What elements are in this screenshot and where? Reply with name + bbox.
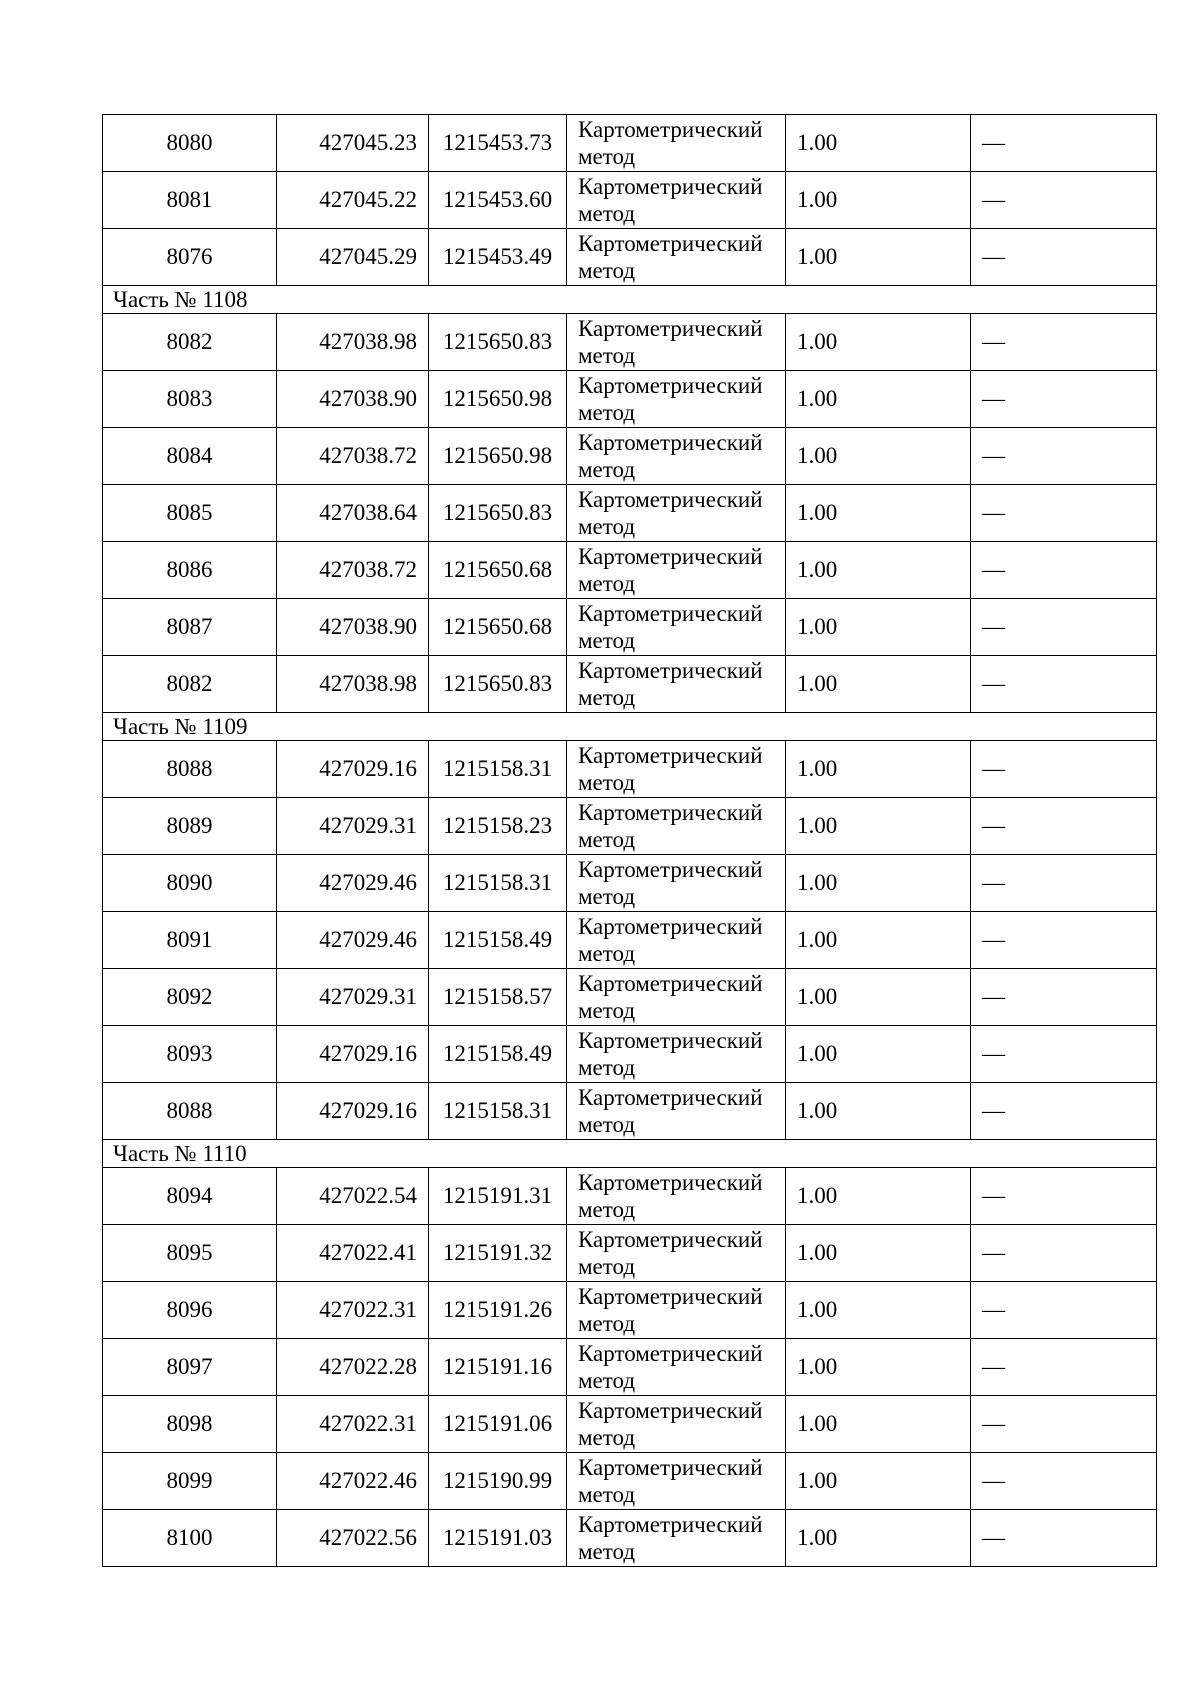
point-number-cell: 8084 — [103, 428, 277, 485]
method-text-line: Картометрический — [578, 174, 763, 199]
point-number-cell: 8096 — [103, 1282, 277, 1339]
method-text-line: метод — [578, 343, 636, 368]
precision-cell: 1.00 — [786, 1396, 971, 1453]
part-header-row — [103, 1140, 1157, 1168]
method-text-line: метод — [578, 1197, 636, 1222]
table-row — [103, 656, 1157, 713]
table-body — [103, 115, 1157, 1567]
dash-mark: — — [982, 329, 1005, 354]
x-coordinate-cell: 427022.46 — [277, 1453, 429, 1510]
y-coordinate-cell: 1215190.99 — [429, 1453, 567, 1510]
x-coordinate-cell: 427038.98 — [277, 314, 429, 371]
x-coordinate-cell: 427045.29 — [277, 229, 429, 286]
table-row — [103, 798, 1157, 855]
y-coordinate-cell: 1215650.83 — [429, 485, 567, 542]
method-text-line: метод — [578, 1482, 636, 1507]
method-cell — [567, 798, 786, 855]
x-coordinate-cell: 427045.23 — [277, 115, 429, 172]
dash-mark: — — [982, 130, 1005, 155]
dash-mark: — — [982, 1468, 1005, 1493]
method-cell — [567, 1225, 786, 1282]
method-text-line: метод — [578, 884, 636, 909]
method-cell — [567, 1026, 786, 1083]
dash-mark: — — [982, 984, 1005, 1009]
method-text-line: Картометрический — [578, 373, 763, 398]
precision-cell: 1.00 — [786, 428, 971, 485]
y-coordinate-cell: 1215158.49 — [429, 1026, 567, 1083]
dash-mark: — — [982, 244, 1005, 269]
precision-cell: 1.00 — [786, 1026, 971, 1083]
method-text-line: Картометрический — [578, 601, 763, 626]
method-text-line: метод — [578, 628, 636, 653]
description-cell — [971, 1510, 1157, 1567]
point-number-cell: 8098 — [103, 1396, 277, 1453]
description-cell — [971, 1026, 1157, 1083]
description-cell — [971, 855, 1157, 912]
dash-mark: — — [982, 1098, 1005, 1123]
dash-mark: — — [982, 1297, 1005, 1322]
dash-mark: — — [982, 671, 1005, 696]
x-coordinate-cell: 427022.54 — [277, 1168, 429, 1225]
description-cell — [971, 1396, 1157, 1453]
precision-cell: 1.00 — [786, 1339, 971, 1396]
table-row — [103, 912, 1157, 969]
method-cell — [567, 855, 786, 912]
dash-mark: — — [982, 1354, 1005, 1379]
x-coordinate-cell: 427029.31 — [277, 969, 429, 1026]
dash-mark: — — [982, 386, 1005, 411]
method-text-line: метод — [578, 827, 636, 852]
method-cell — [567, 172, 786, 229]
method-text-line: метод — [578, 258, 636, 283]
table-row — [103, 969, 1157, 1026]
table-row — [103, 485, 1157, 542]
x-coordinate-cell: 427038.72 — [277, 542, 429, 599]
method-cell — [567, 485, 786, 542]
description-cell — [971, 1083, 1157, 1140]
point-number-cell: 8099 — [103, 1453, 277, 1510]
x-coordinate-cell: 427029.16 — [277, 1083, 429, 1140]
precision-cell: 1.00 — [786, 855, 971, 912]
y-coordinate-cell: 1215158.31 — [429, 1083, 567, 1140]
method-cell — [567, 542, 786, 599]
method-cell — [567, 656, 786, 713]
x-coordinate-cell: 427022.41 — [277, 1225, 429, 1282]
method-text-line: метод — [578, 1539, 636, 1564]
y-coordinate-cell: 1215650.68 — [429, 599, 567, 656]
point-number-cell: 8088 — [103, 741, 277, 798]
method-text-line: метод — [578, 685, 636, 710]
point-number-cell: 8093 — [103, 1026, 277, 1083]
description-cell — [971, 969, 1157, 1026]
table-row — [103, 428, 1157, 485]
precision-cell: 1.00 — [786, 912, 971, 969]
point-number-cell: 8100 — [103, 1510, 277, 1567]
precision-cell: 1.00 — [786, 599, 971, 656]
part-header-row — [103, 713, 1157, 741]
description-cell — [971, 1339, 1157, 1396]
precision-cell: 1.00 — [786, 969, 971, 1026]
method-text-line: метод — [578, 1368, 636, 1393]
x-coordinate-cell: 427022.31 — [277, 1282, 429, 1339]
description-cell — [971, 229, 1157, 286]
x-coordinate-cell: 427029.46 — [277, 912, 429, 969]
y-coordinate-cell: 1215650.83 — [429, 314, 567, 371]
method-text-line: метод — [578, 201, 636, 226]
point-number-cell: 8087 — [103, 599, 277, 656]
x-coordinate-cell: 427038.72 — [277, 428, 429, 485]
point-number-cell: 8080 — [103, 115, 277, 172]
dash-mark: — — [982, 557, 1005, 582]
method-text-line: метод — [578, 1112, 636, 1137]
point-number-cell: 8089 — [103, 798, 277, 855]
table-row — [103, 1026, 1157, 1083]
method-cell — [567, 1453, 786, 1510]
method-cell — [567, 314, 786, 371]
precision-cell: 1.00 — [786, 172, 971, 229]
y-coordinate-cell: 1215191.16 — [429, 1339, 567, 1396]
method-text-line: Картометрический — [578, 1227, 763, 1252]
method-cell — [567, 912, 786, 969]
x-coordinate-cell: 427038.64 — [277, 485, 429, 542]
table-row — [103, 1339, 1157, 1396]
method-text-line: метод — [578, 400, 636, 425]
point-number-cell: 8083 — [103, 371, 277, 428]
method-text-line: метод — [578, 941, 636, 966]
x-coordinate-cell: 427038.90 — [277, 371, 429, 428]
method-cell — [567, 969, 786, 1026]
dash-mark: — — [982, 187, 1005, 212]
method-text-line: Картометрический — [578, 800, 763, 825]
y-coordinate-cell: 1215650.98 — [429, 371, 567, 428]
y-coordinate-cell: 1215158.49 — [429, 912, 567, 969]
method-text-line: Картометрический — [578, 1341, 763, 1366]
description-cell — [971, 542, 1157, 599]
method-text-line: Картометрический — [578, 1170, 763, 1195]
method-text-line: метод — [578, 457, 636, 482]
y-coordinate-cell: 1215650.83 — [429, 656, 567, 713]
method-cell — [567, 741, 786, 798]
method-text-line: метод — [578, 144, 636, 169]
description-cell — [971, 1225, 1157, 1282]
method-text-line: Картометрический — [578, 1284, 763, 1309]
point-number-cell: 8091 — [103, 912, 277, 969]
method-text-line: метод — [578, 1055, 636, 1080]
y-coordinate-cell: 1215191.32 — [429, 1225, 567, 1282]
dash-mark: — — [982, 443, 1005, 468]
method-text-line: Картометрический — [578, 430, 763, 455]
table-row — [103, 855, 1157, 912]
point-number-cell: 8081 — [103, 172, 277, 229]
method-cell — [567, 1339, 786, 1396]
precision-cell: 1.00 — [786, 1510, 971, 1567]
method-text-line: метод — [578, 1425, 636, 1450]
precision-cell: 1.00 — [786, 1225, 971, 1282]
method-text-line: Картометрический — [578, 857, 763, 882]
point-number-cell: 8095 — [103, 1225, 277, 1282]
method-cell — [567, 1168, 786, 1225]
y-coordinate-cell: 1215191.31 — [429, 1168, 567, 1225]
x-coordinate-cell: 427038.90 — [277, 599, 429, 656]
point-number-cell: 8085 — [103, 485, 277, 542]
point-number-cell: 8094 — [103, 1168, 277, 1225]
table-row — [103, 229, 1157, 286]
point-number-cell: 8088 — [103, 1083, 277, 1140]
method-text-line: Картометрический — [578, 743, 763, 768]
x-coordinate-cell: 427029.16 — [277, 741, 429, 798]
dash-mark: — — [982, 1183, 1005, 1208]
method-cell — [567, 115, 786, 172]
precision-cell: 1.00 — [786, 371, 971, 428]
y-coordinate-cell: 1215453.49 — [429, 229, 567, 286]
x-coordinate-cell: 427029.31 — [277, 798, 429, 855]
table-row — [103, 599, 1157, 656]
method-text-line: Картометрический — [578, 231, 763, 256]
table-row — [103, 1510, 1157, 1567]
description-cell — [971, 656, 1157, 713]
method-cell — [567, 1083, 786, 1140]
x-coordinate-cell: 427022.28 — [277, 1339, 429, 1396]
precision-cell: 1.00 — [786, 1168, 971, 1225]
point-number-cell: 8082 — [103, 656, 277, 713]
description-cell — [971, 428, 1157, 485]
dash-mark: — — [982, 500, 1005, 525]
point-number-cell: 8076 — [103, 229, 277, 286]
table-row — [103, 741, 1157, 798]
description-cell — [971, 741, 1157, 798]
description-cell — [971, 798, 1157, 855]
part-header-row — [103, 286, 1157, 314]
table-row — [103, 172, 1157, 229]
table-row — [103, 1083, 1157, 1140]
method-cell — [567, 1396, 786, 1453]
precision-cell: 1.00 — [786, 741, 971, 798]
table-row — [103, 314, 1157, 371]
y-coordinate-cell: 1215158.23 — [429, 798, 567, 855]
y-coordinate-cell: 1215158.57 — [429, 969, 567, 1026]
precision-cell: 1.00 — [786, 1282, 971, 1339]
dash-mark: — — [982, 1240, 1005, 1265]
table-row — [103, 371, 1157, 428]
method-cell — [567, 1510, 786, 1567]
dash-mark: — — [982, 813, 1005, 838]
coordinates-table-container — [102, 114, 1156, 1567]
method-cell — [567, 371, 786, 428]
dash-mark: — — [982, 1041, 1005, 1066]
precision-cell: 1.00 — [786, 314, 971, 371]
table-row — [103, 1168, 1157, 1225]
method-cell — [567, 428, 786, 485]
table-row — [103, 1453, 1157, 1510]
dash-mark: — — [982, 1525, 1005, 1550]
dash-mark: — — [982, 614, 1005, 639]
method-text-line: Картометрический — [578, 658, 763, 683]
description-cell — [971, 172, 1157, 229]
precision-cell: 1.00 — [786, 485, 971, 542]
method-cell — [567, 1282, 786, 1339]
precision-cell: 1.00 — [786, 229, 971, 286]
precision-cell: 1.00 — [786, 542, 971, 599]
description-cell — [971, 1453, 1157, 1510]
point-number-cell: 8092 — [103, 969, 277, 1026]
table-row — [103, 115, 1157, 172]
method-text-line: Картометрический — [578, 914, 763, 939]
y-coordinate-cell: 1215650.98 — [429, 428, 567, 485]
description-cell — [971, 485, 1157, 542]
part-title: Часть № 1109 — [103, 713, 1157, 741]
point-number-cell: 8086 — [103, 542, 277, 599]
precision-cell: 1.00 — [786, 656, 971, 713]
method-text-line: Картометрический — [578, 544, 763, 569]
y-coordinate-cell: 1215158.31 — [429, 741, 567, 798]
y-coordinate-cell: 1215453.60 — [429, 172, 567, 229]
description-cell — [971, 314, 1157, 371]
point-number-cell: 8082 — [103, 314, 277, 371]
x-coordinate-cell: 427029.46 — [277, 855, 429, 912]
method-text-line: Картометрический — [578, 316, 763, 341]
method-text-line: Картометрический — [578, 487, 763, 512]
method-text-line: Картометрический — [578, 1085, 763, 1110]
table-row — [103, 1282, 1157, 1339]
method-text-line: Картометрический — [578, 117, 763, 142]
x-coordinate-cell: 427022.31 — [277, 1396, 429, 1453]
method-cell — [567, 599, 786, 656]
description-cell — [971, 1168, 1157, 1225]
y-coordinate-cell: 1215158.31 — [429, 855, 567, 912]
method-text-line: Картометрический — [578, 1398, 763, 1423]
x-coordinate-cell: 427045.22 — [277, 172, 429, 229]
precision-cell: 1.00 — [786, 1083, 971, 1140]
y-coordinate-cell: 1215453.73 — [429, 115, 567, 172]
point-number-cell: 8090 — [103, 855, 277, 912]
table-row — [103, 1225, 1157, 1282]
dash-mark: — — [982, 927, 1005, 952]
part-title: Часть № 1108 — [103, 286, 1157, 314]
table-row — [103, 1396, 1157, 1453]
method-text-line: Картометрический — [578, 1512, 763, 1537]
x-coordinate-cell: 427029.16 — [277, 1026, 429, 1083]
method-text-line: Картометрический — [578, 971, 763, 996]
dash-mark: — — [982, 756, 1005, 781]
method-text-line: Картометрический — [578, 1028, 763, 1053]
description-cell — [971, 599, 1157, 656]
method-text-line: метод — [578, 998, 636, 1023]
method-text-line: метод — [578, 1254, 636, 1279]
method-text-line: метод — [578, 1311, 636, 1336]
part-title: Часть № 1110 — [103, 1140, 1157, 1168]
method-cell — [567, 229, 786, 286]
coordinates-table — [102, 114, 1157, 1567]
dash-mark: — — [982, 870, 1005, 895]
y-coordinate-cell: 1215191.26 — [429, 1282, 567, 1339]
method-text-line: метод — [578, 770, 636, 795]
precision-cell: 1.00 — [786, 1453, 971, 1510]
precision-cell: 1.00 — [786, 115, 971, 172]
point-number-cell: 8097 — [103, 1339, 277, 1396]
dash-mark: — — [982, 1411, 1005, 1436]
x-coordinate-cell: 427038.98 — [277, 656, 429, 713]
description-cell — [971, 1282, 1157, 1339]
description-cell — [971, 115, 1157, 172]
method-text-line: Картометрический — [578, 1455, 763, 1480]
description-cell — [971, 371, 1157, 428]
y-coordinate-cell: 1215650.68 — [429, 542, 567, 599]
description-cell — [971, 912, 1157, 969]
precision-cell: 1.00 — [786, 798, 971, 855]
y-coordinate-cell: 1215191.06 — [429, 1396, 567, 1453]
table-row — [103, 542, 1157, 599]
method-text-line: метод — [578, 571, 636, 596]
method-text-line: метод — [578, 514, 636, 539]
x-coordinate-cell: 427022.56 — [277, 1510, 429, 1567]
y-coordinate-cell: 1215191.03 — [429, 1510, 567, 1567]
